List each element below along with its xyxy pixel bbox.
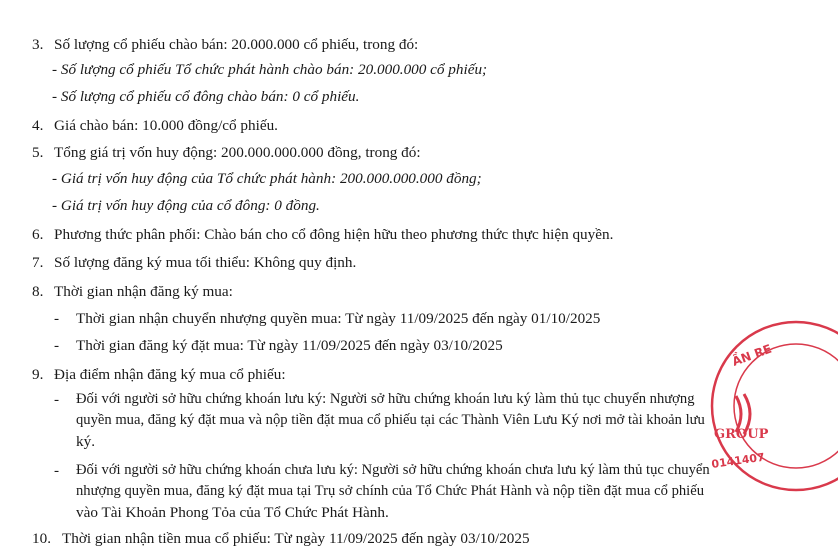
item-8-sub-b-dash: - bbox=[54, 337, 60, 354]
item-8-text: Thời gian nhận đăng ký mua: bbox=[54, 283, 233, 300]
item-9-sub-b-line-3: vào Tài Khoản Phong Tỏa của Tổ Chức Phát Hành. bbox=[76, 504, 389, 521]
item-7-number: 7. bbox=[32, 254, 44, 271]
item-4-text: Giá chào bán: 10.000 đồng/cổ phiếu. bbox=[54, 117, 278, 134]
item-5-sub-b: - Giá trị vốn huy động của cổ đông: 0 đồng. bbox=[52, 197, 320, 214]
item-9-text: Địa điểm nhận đăng ký mua cổ phiếu: bbox=[54, 366, 286, 383]
item-8-sub-b: Thời gian đăng ký đặt mua: Từ ngày 11/09/2025 đến ngày 03/10/2025 bbox=[76, 337, 503, 354]
item-6-text: Phương thức phân phối: Chào bán cho cổ đông hiện hữu theo phương thức thực hiện quyền. bbox=[54, 226, 614, 243]
item-9-sub-a-line-3: ký. bbox=[76, 433, 95, 450]
item-9-sub-a-dash: - bbox=[54, 391, 60, 408]
item-3-number: 3. bbox=[32, 36, 44, 53]
seal-group-text: GROUP bbox=[714, 427, 769, 442]
item-5-sub-a: - Giá trị vốn huy động của Tổ chức phát hành: 200.000.000.000 đồng; bbox=[52, 170, 482, 187]
item-9-sub-b-line-2: nhượng quyền mua, đăng ký đặt mua tại Trụ sở chính của Tổ Chức Phát Hành và nộp tiền đặt mua cổ phiếu bbox=[76, 483, 705, 499]
item-3-sub-b: - Số lượng cổ phiếu cổ đông chào bán: 0 cổ phiếu. bbox=[52, 88, 360, 105]
seal-number-text: 0141407 bbox=[710, 450, 766, 471]
item-3-sub-a: - Số lượng cổ phiếu Tổ chức phát hành chào bán: 20.000.000 cổ phiếu; bbox=[52, 61, 488, 78]
item-9-sub-b-line-1: Đối với người sở hữu chứng khoán chưa lưu ký: Người sở hữu chứng khoán chưa lưu ký làm thủ tục chuyển bbox=[76, 462, 710, 478]
item-5-text: Tổng giá trị vốn huy động: 200.000.000.000 đồng, trong đó: bbox=[54, 144, 421, 161]
item-3-text: Số lượng cổ phiếu chào bán: 20.000.000 cổ phiếu, trong đó: bbox=[54, 36, 419, 53]
item-7-text: Số lượng đăng ký mua tối thiểu: Không quy định. bbox=[54, 254, 357, 271]
item-10-number: 10. bbox=[32, 530, 51, 547]
item-8-sub-a-dash: - bbox=[54, 310, 60, 327]
item-8-number: 8. bbox=[32, 283, 44, 300]
item-6-number: 6. bbox=[32, 226, 44, 243]
item-4-number: 4. bbox=[32, 117, 44, 134]
item-9-sub-b-dash: - bbox=[54, 462, 60, 479]
item-9-sub-a-line-2: quyền mua, đăng ký đặt mua và nộp tiền đặt mua cổ phiếu tại các Thành Viên Lưu Ký nơi mở tài khoản lưu bbox=[76, 412, 705, 428]
item-9-sub-a-line-1: Đối với người sở hữu chứng khoán lưu ký: Người sở hữu chứng khoán lưu ký làm thủ tục chuyển nhượng bbox=[76, 391, 695, 407]
item-9-number: 9. bbox=[32, 366, 44, 383]
item-5-number: 5. bbox=[32, 144, 44, 161]
seal-top-text: ẦN RE bbox=[730, 341, 774, 369]
company-seal-stamp bbox=[708, 318, 838, 493]
item-10-text: Thời gian nhận tiền mua cổ phiếu: Từ ngày 11/09/2025 đến ngày 03/10/2025 bbox=[62, 530, 530, 547]
item-8-sub-a: Thời gian nhận chuyển nhượng quyền mua: Từ ngày 11/09/2025 đến ngày 01/10/2025 bbox=[76, 310, 601, 327]
